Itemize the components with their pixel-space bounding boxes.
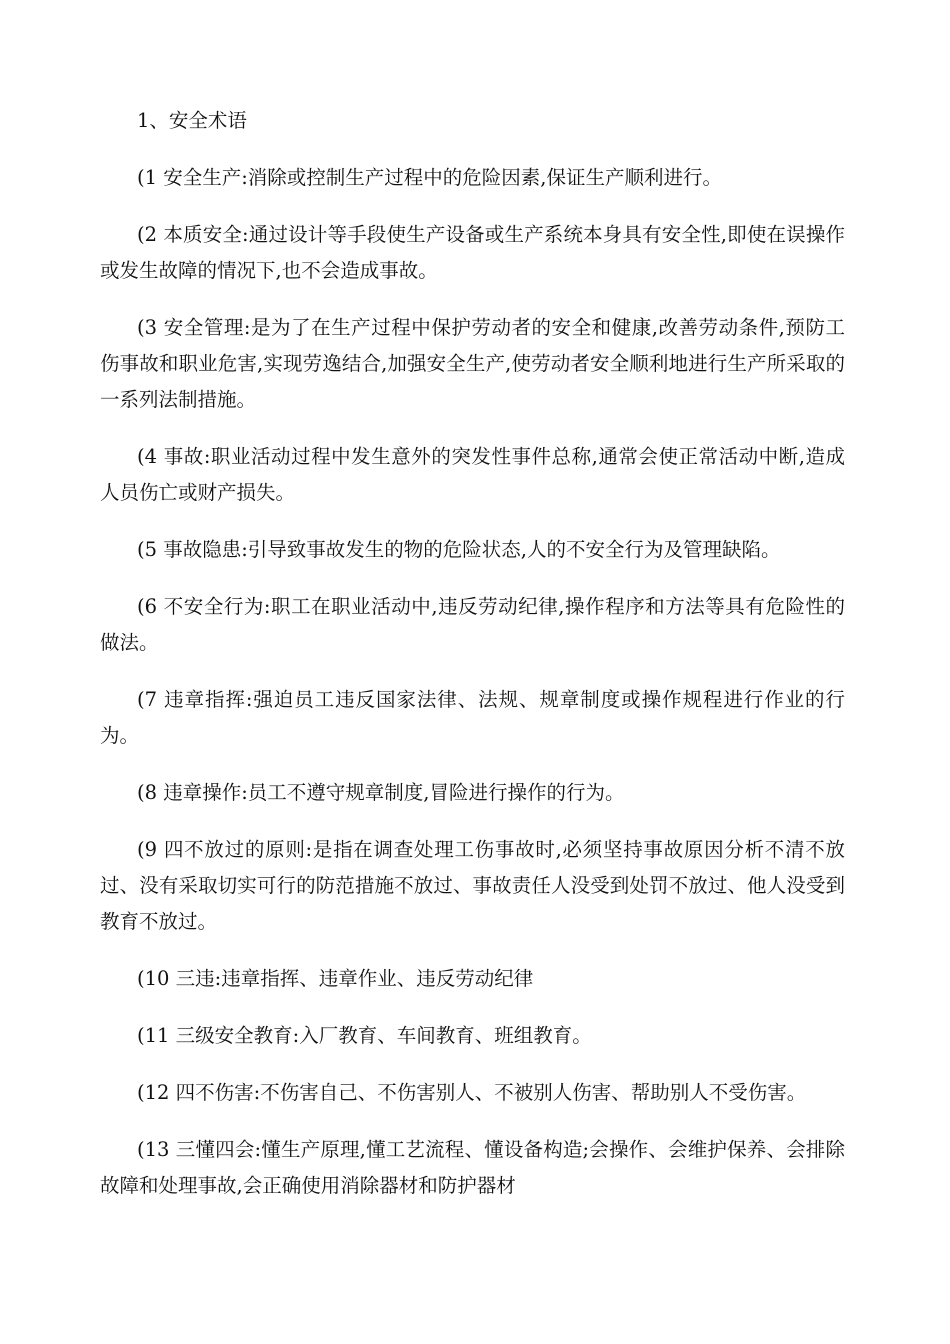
term-paragraph-12: (12 四不伤害:不伤害自己、不伤害别人、不被别人伤害、帮助别人不受伤害。 bbox=[137, 1081, 807, 1104]
document-body bbox=[100, 103, 845, 1225]
term-paragraph-7: (7 违章指挥:强迫员工违反国家法律、法规、规章制度或操作规程进行作业的行为。 bbox=[100, 688, 845, 747]
term-paragraph-13: (13 三懂四会:懂生产原理,懂工艺流程、懂设备构造;会操作、会维护保养、会排除故障和处理事故,会正确使用消除器材和防护器材 bbox=[100, 1138, 845, 1197]
term-paragraph-1: (1 安全生产:消除或控制生产过程中的危险因素,保证生产顺利进行。 bbox=[137, 166, 722, 189]
term-paragraph-11: (11 三级安全教育:入厂教育、车间教育、班组教育。 bbox=[137, 1024, 592, 1047]
term-paragraph-9: (9 四不放过的原则:是指在调查处理工伤事故时,必须坚持事故原因分析不清不放过、没有采取切实可行的防范措施不放过、事故责任人没受到处罚不放过、他人没受到教育不放过。 bbox=[100, 838, 845, 933]
term-paragraph-2: (2 本质安全:通过设计等手段使生产设备或生产系统本身具有安全性,即使在误操作或发生故障的情况下,也不会造成事故。 bbox=[100, 223, 845, 282]
term-paragraph-4: (4 事故:职业活动过程中发生意外的突发性事件总称,通常会使正常活动中断,造成人员伤亡或财产损失。 bbox=[100, 445, 845, 504]
term-paragraph-6: (6 不安全行为:职工在职业活动中,违反劳动纪律,操作程序和方法等具有危险性的做法。 bbox=[100, 595, 845, 654]
term-paragraph-10: (10 三违:违章指挥、违章作业、违反劳动纪律 bbox=[137, 967, 534, 990]
term-paragraph-5: (5 事故隐患:引导致事故发生的物的危险状态,人的不安全行为及管理缺陷。 bbox=[137, 538, 781, 561]
term-paragraph-3: (3 安全管理:是为了在生产过程中保护劳动者的安全和健康,改善劳动条件,预防工伤事故和职业危害,实现劳逸结合,加强安全生产,使劳动者安全顺利地进行生产所采取的一系列法制措施。 bbox=[100, 316, 845, 411]
section-heading: 1、安全术语 bbox=[137, 109, 247, 132]
term-paragraph-8: (8 违章操作:员工不遵守规章制度,冒险进行操作的行为。 bbox=[137, 781, 625, 804]
